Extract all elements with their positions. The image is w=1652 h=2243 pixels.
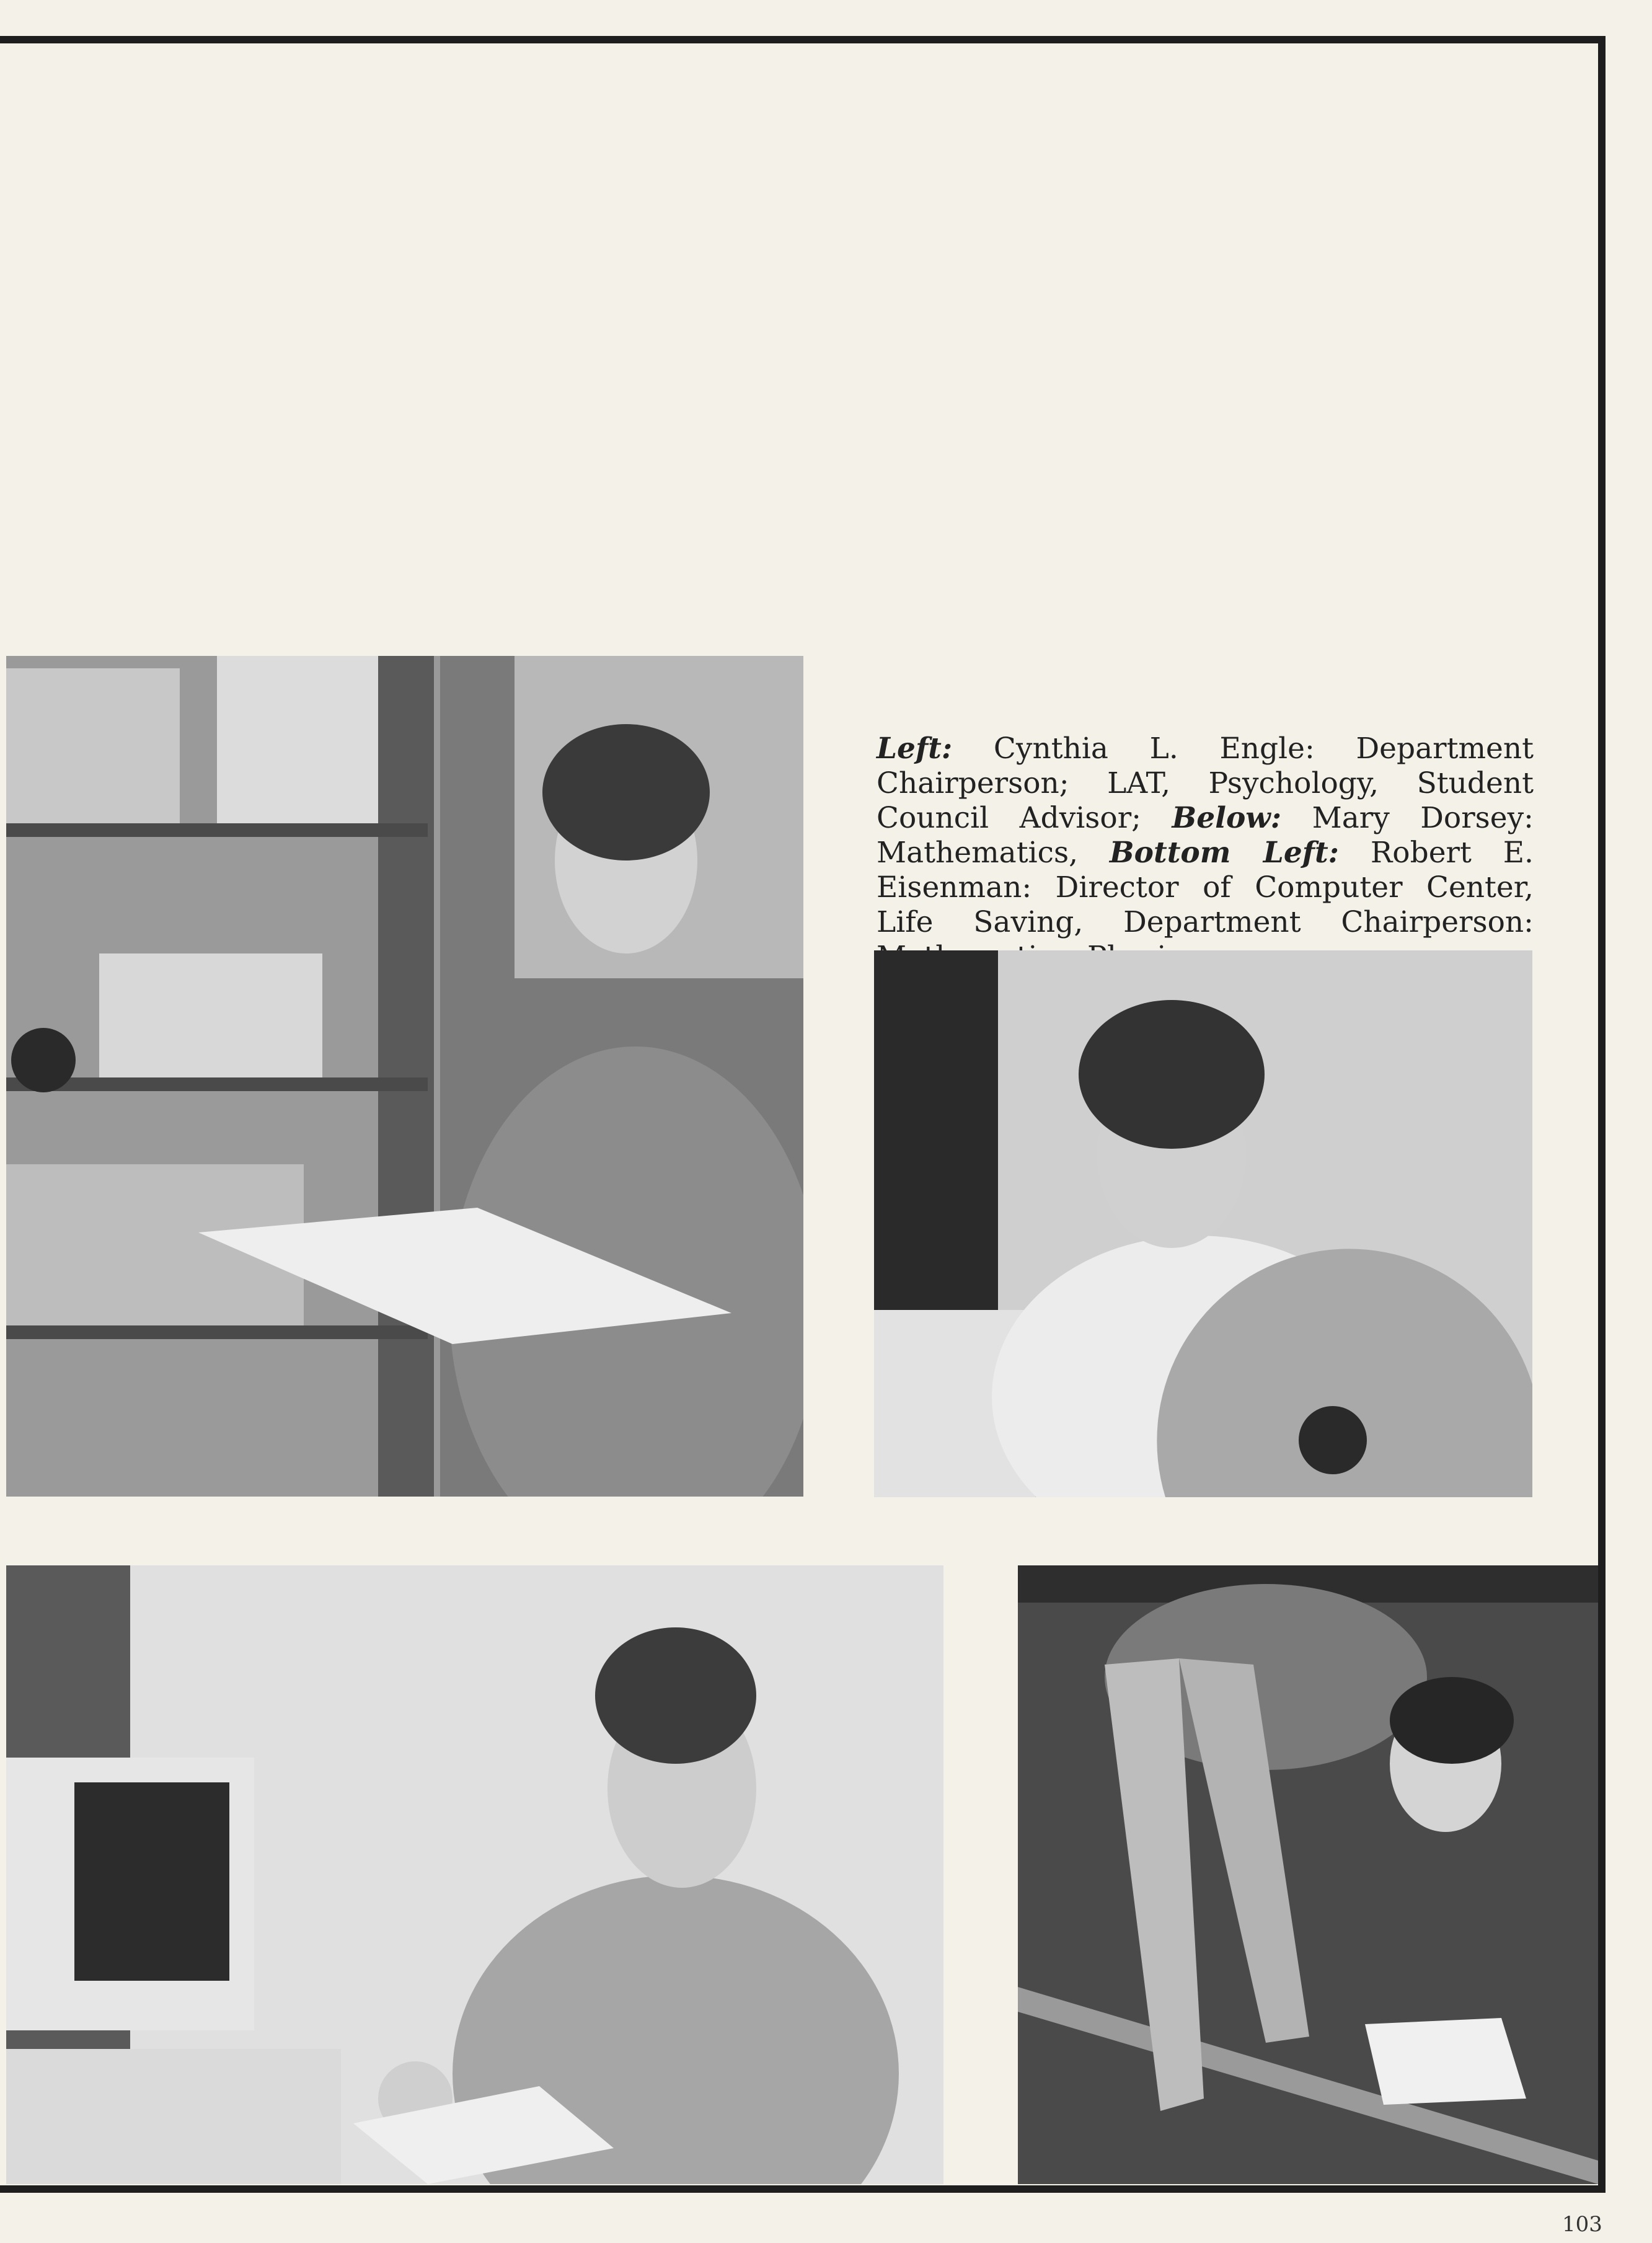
caption-text-left: Cynthia L. Engle: Department Chairperson; LAT, Psychology, Student Council Advisor; — [877, 732, 1534, 835]
photo-cynthia-engle — [6, 656, 803, 1497]
photo-robert-eisenman — [6, 1565, 943, 2184]
page-border-bottom — [0, 2185, 1606, 2193]
caption-text-below: Mary Dorsey: Mathematics, — [877, 801, 1534, 870]
caption-label-below: Below: — [1172, 801, 1282, 835]
caption-text-bottom-left: Robert E. Eisenman: Director of Computer Center, Life Saving, Department Chairperson: — [877, 836, 1534, 939]
page-border-right — [1598, 36, 1606, 2192]
page-border-top — [0, 36, 1606, 43]
page-number: 103 — [1562, 2212, 1602, 2237]
photo-bending-man — [1018, 1565, 1598, 2184]
photo-mary-dorsey — [874, 950, 1532, 1497]
caption-label-bottom-left: Bottom Left: — [1109, 836, 1340, 870]
caption-label-left: Left: — [877, 732, 953, 766]
photo-caption — [877, 732, 1534, 975]
